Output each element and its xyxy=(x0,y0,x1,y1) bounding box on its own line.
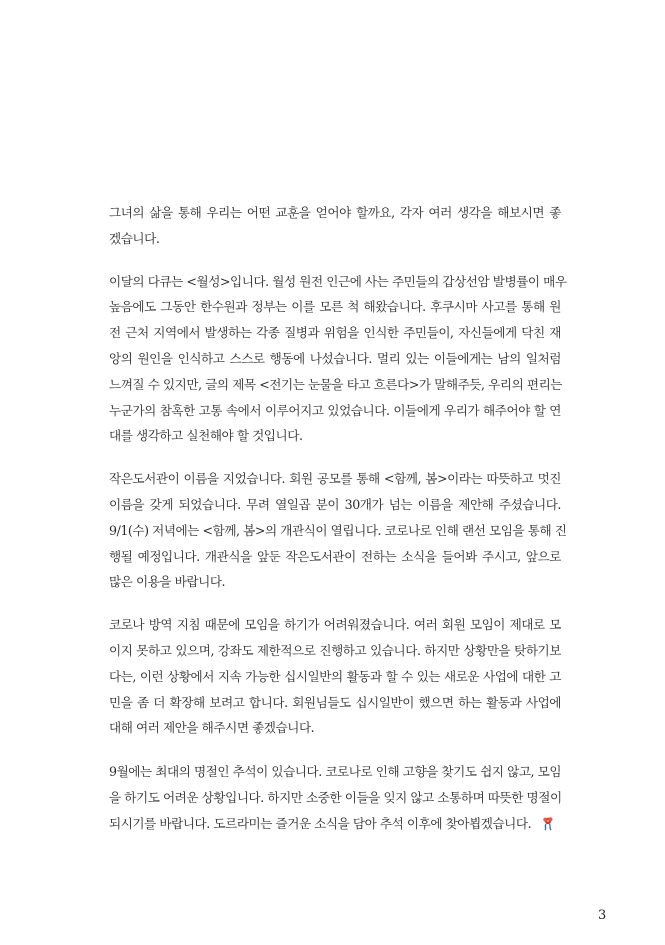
text-line: 다는, 이런 상황에서 지속 가능한 십시일반의 활동과 할 수 있는 새로운 사업에 대한 고 xyxy=(109,668,561,684)
paragraph-reflection xyxy=(109,200,561,252)
text-line: 행될 예정입니다. 개관식을 앞둔 작은도서관이 전하는 소식을 들어봐 주시고, 앞으로 xyxy=(109,548,561,564)
text-line: 겠습니다. xyxy=(109,230,160,246)
text-line: 앙의 원인을 인식하고 스스로 행동에 나섰습니다. 멀리 있는 이들에게는 남의 일처럼 xyxy=(109,350,561,366)
text-line: 대해 여러 제안을 해주시면 좋겠습니다. xyxy=(109,720,315,736)
paragraph-chuseok xyxy=(109,759,561,836)
text-line: 전 근처 지역에서 발생하는 각종 질병과 위험을 인식한 주민들이, 자신들에게 닥친 재 xyxy=(109,325,561,341)
text-line: 많은 이용을 바랍니다. xyxy=(109,574,226,590)
text-line: 작은도서관이 이름을 지었습니다. 회원 공모를 통해 <함께, 봄>이라는 따뜻하고 멋진 xyxy=(109,471,561,487)
text-line: 높음에도 그동안 한수원과 정부는 이를 모른 척 해왔습니다. 후쿠시마 사고를 통해 원 xyxy=(109,299,561,315)
text-line: 이름을 갖게 되었습니다. 무려 열일곱 분이 30개가 넘는 이름을 제안해 주셨습니다. xyxy=(109,496,561,512)
letter-body xyxy=(109,200,567,853)
text-line-final xyxy=(109,811,561,837)
text-line: 코로나 방역 지침 때문에 모임을 하기가 어려워졌습니다. 여러 회원 모임이 제대로 모 xyxy=(109,617,561,633)
text-line: 이달의 다큐는 <월성>입니다. 월성 원전 인근에 사는 주민들의 갑상선암 발병률이 매우 xyxy=(109,273,567,289)
text-line: 9월에는 최대의 명절인 추석이 있습니다. 코로나로 인해 고향을 찾기도 쉽지 않고, 모임 xyxy=(109,764,562,780)
paragraph-covid-activities xyxy=(109,612,561,741)
paragraph-documentary xyxy=(109,269,567,450)
text-line: 민을 좀 더 확장해 보려고 합니다. 회원님들도 십시일반이 했으면 하는 활동과 사업에 xyxy=(109,694,561,710)
text-line-content: 되시기를 바랍니다. 도르라미는 즐거운 소식을 담아 추석 이후에 찾아뵙겠습니다. xyxy=(109,815,532,831)
page-number: 3 xyxy=(598,908,607,923)
text-line: 느껴질 수 있지만, 글의 제목 <전기는 눈물을 타고 흐른다>가 말해주듯, 우리의 편리는 xyxy=(109,376,563,392)
text-line: 그녀의 삶을 통해 우리는 어떤 교훈을 얻어야 할까요, 각자 여러 생각을 해보시면 좋 xyxy=(109,205,561,220)
text-line: 이지 못하고 있으며, 강좌도 제한적으로 진행하고 있습니다. 하지만 상황만을 탓하기보 xyxy=(109,642,561,658)
text-line: 대를 생각하고 실천해야 할 것입니다. xyxy=(109,428,303,444)
text-line: 9/1(수) 저녁에는 <함께, 봄>의 개관식이 열립니다. 코로나로 인해 랜선 모임을 통해 진 xyxy=(109,522,567,538)
text-line: 누군가의 참혹한 고통 속에서 이루어지고 있었습니다. 이들에게 우리가 해주어야 할 연 xyxy=(109,402,561,418)
paragraph-library xyxy=(109,466,567,595)
flower-ornament-icon xyxy=(541,814,555,830)
text-line: 을 하기도 어려운 상황입니다. 하지만 소중한 이들을 잊지 않고 소통하며 따뜻한 명절이 xyxy=(109,789,562,805)
